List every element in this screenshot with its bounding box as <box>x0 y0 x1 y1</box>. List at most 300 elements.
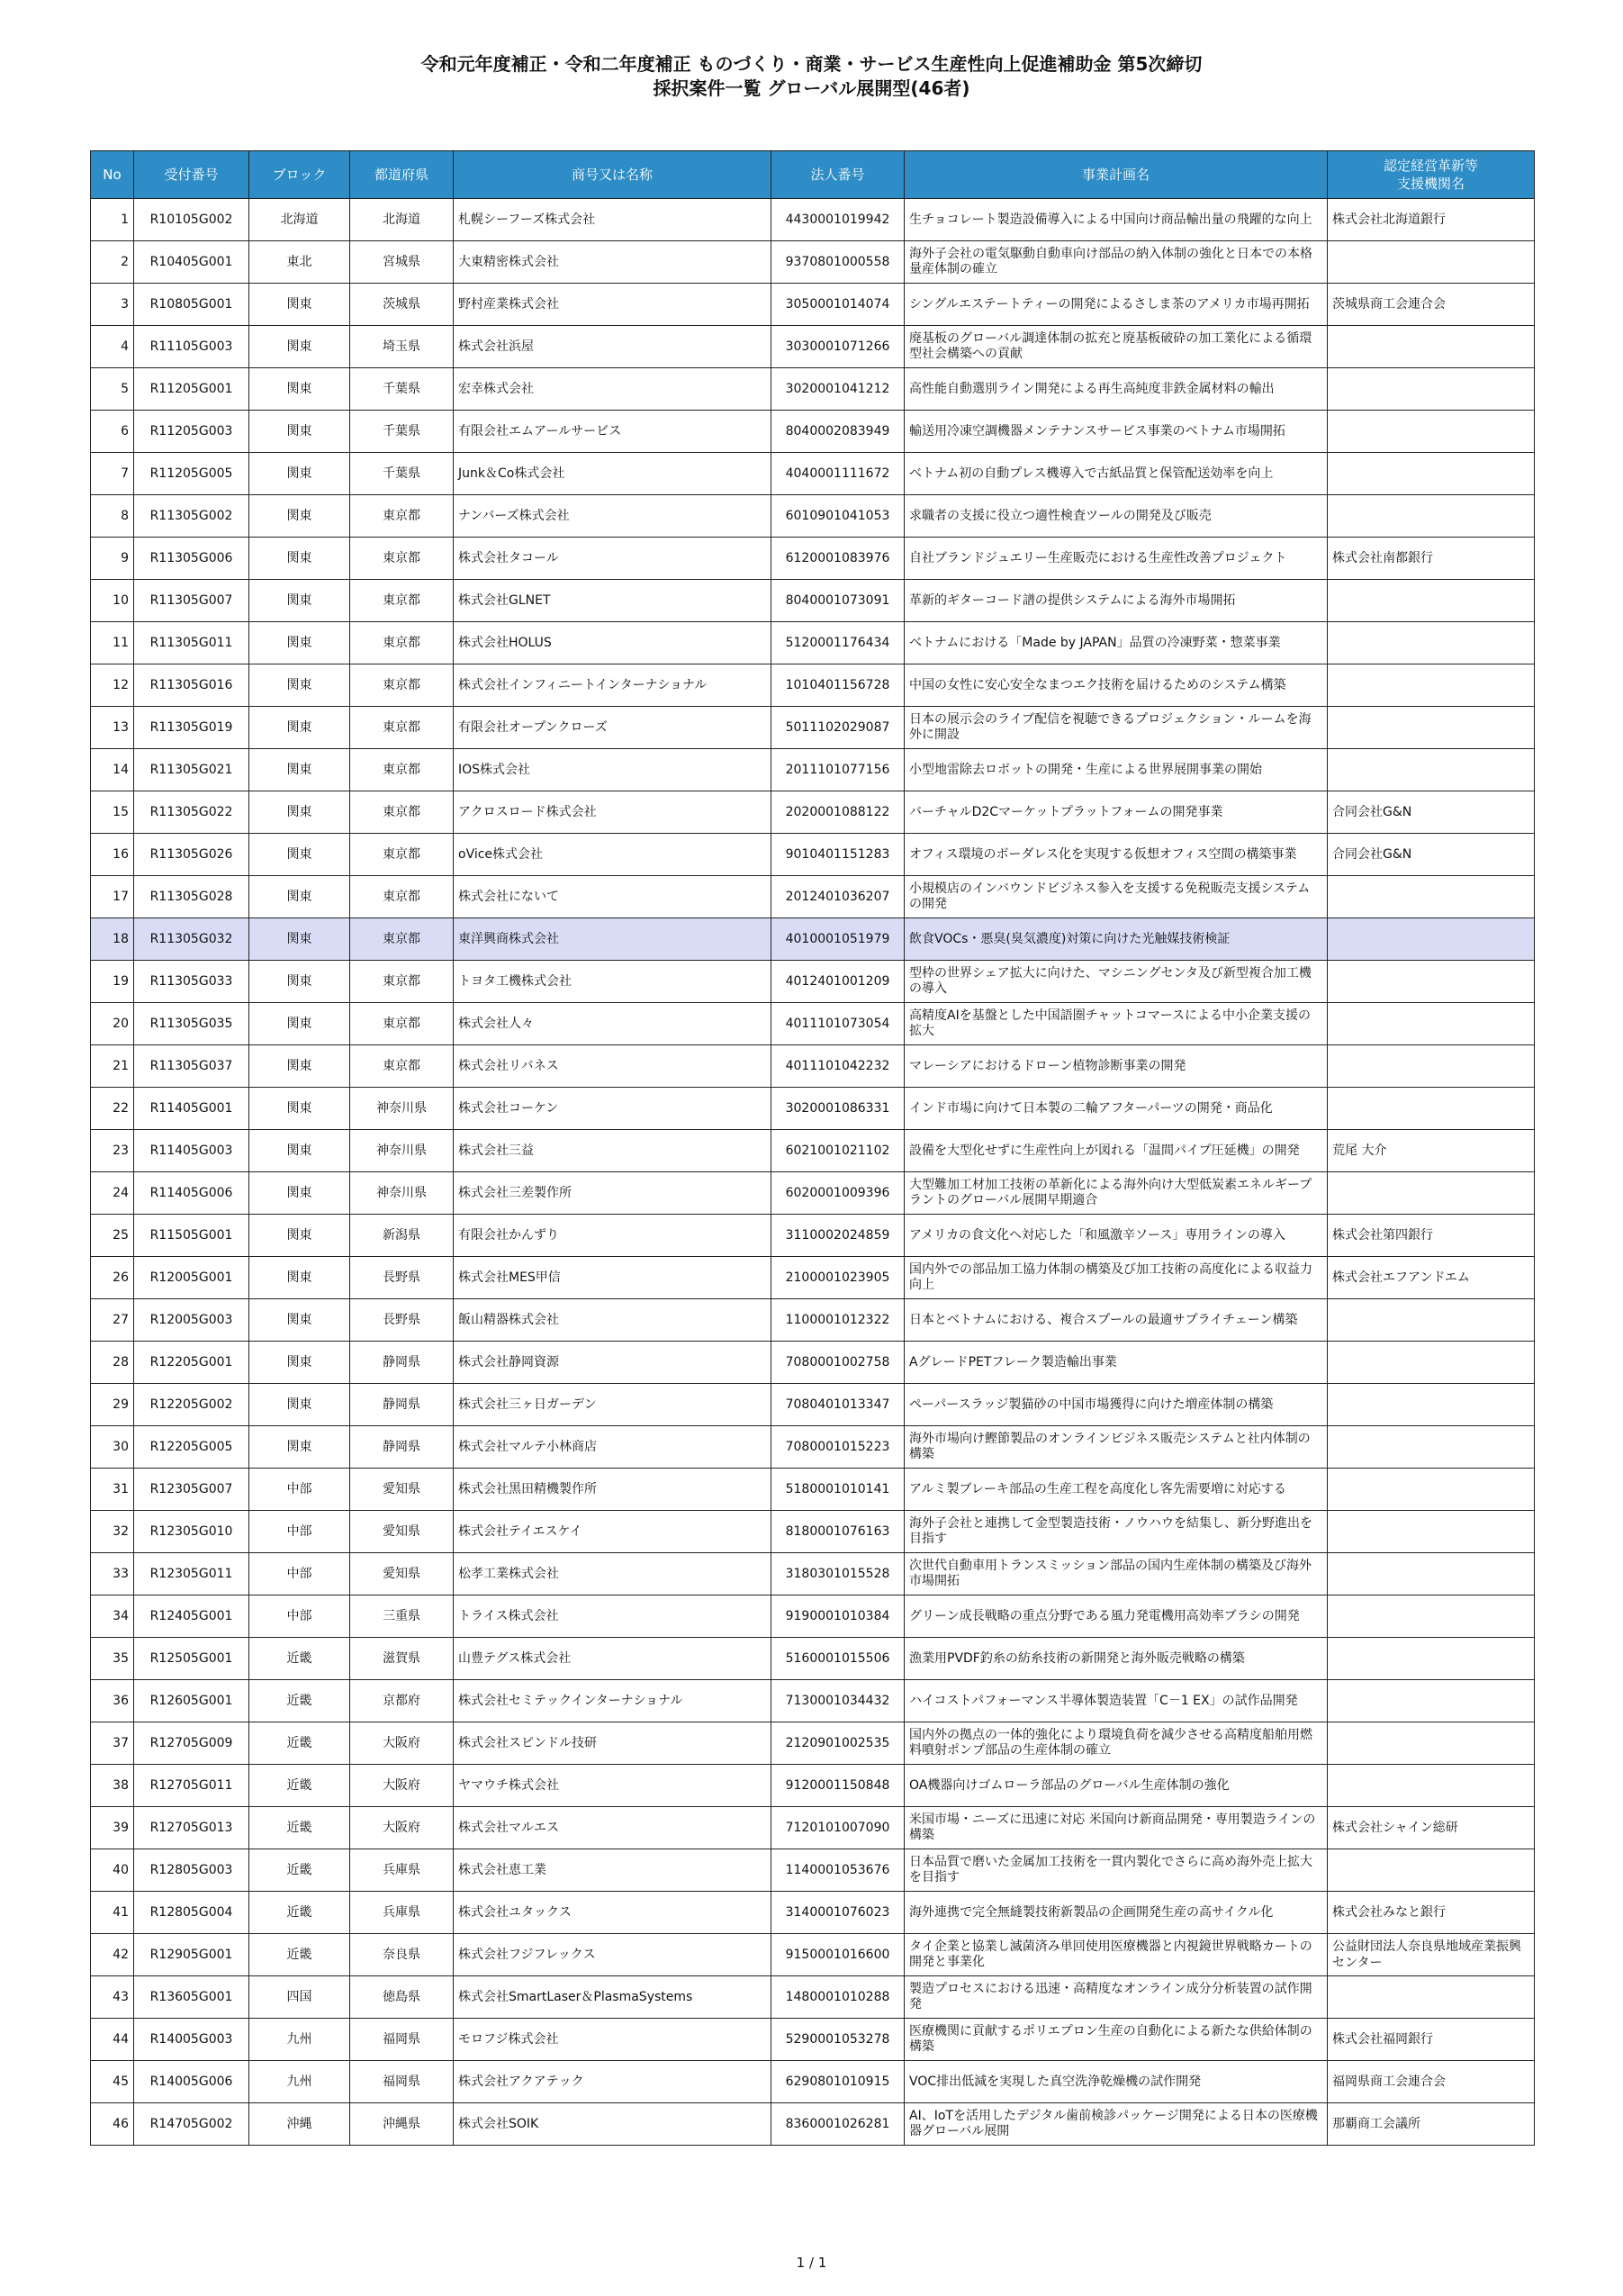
cell-support-organization: 合同会社G&N <box>1328 791 1535 834</box>
cell-receipt-number: R11305G007 <box>134 580 249 622</box>
table-row <box>91 580 1535 622</box>
cell-corporate-number: 1100001012322 <box>771 1299 905 1342</box>
table-row <box>91 1172 1535 1215</box>
cell-corporate-number: 3020001041212 <box>771 368 905 411</box>
cell-no: 31 <box>91 1469 134 1511</box>
cell-receipt-number: R12305G011 <box>134 1553 249 1595</box>
table-row <box>91 1299 1535 1342</box>
cell-corporate-number: 6120001083976 <box>771 538 905 580</box>
cell-receipt-number: R12405G001 <box>134 1595 249 1638</box>
cell-corporate-number: 4012401001209 <box>771 961 905 1003</box>
cell-block: 関東 <box>249 834 350 876</box>
cell-company-name: 宏幸株式会社 <box>454 368 771 411</box>
cell-corporate-number: 7120101007090 <box>771 1807 905 1849</box>
table-row <box>91 1215 1535 1257</box>
table-row <box>91 1130 1535 1172</box>
cell-support-organization <box>1328 876 1535 918</box>
cell-business-plan: シングルエステートティーの開発によるさしま茶のアメリカ市場再開拓 <box>905 284 1328 326</box>
cell-company-name: 株式会社タコール <box>454 538 771 580</box>
cell-corporate-number: 5290001053278 <box>771 2019 905 2061</box>
cell-prefecture: 愛知県 <box>350 1511 454 1553</box>
cell-prefecture: 神奈川県 <box>350 1088 454 1130</box>
cell-business-plan: 次世代自動車用トランスミッション部品の国内生産体制の構築及び海外市場開拓 <box>905 1553 1328 1595</box>
cell-company-name: 株式会社スピンドル技研 <box>454 1722 771 1765</box>
cell-corporate-number: 8040002083949 <box>771 411 905 453</box>
cell-support-organization <box>1328 1765 1535 1807</box>
cell-receipt-number: R12905G001 <box>134 1934 249 1976</box>
cell-receipt-number: R11205G005 <box>134 453 249 495</box>
cell-support-organization <box>1328 326 1535 368</box>
cell-business-plan: 小規模店のインバウンドビジネス参入を支援する免税販売支援システムの開発 <box>905 876 1328 918</box>
cell-receipt-number: R12305G010 <box>134 1511 249 1553</box>
cell-no: 3 <box>91 284 134 326</box>
table-row <box>91 1976 1535 2019</box>
cell-no: 25 <box>91 1215 134 1257</box>
table-row <box>91 1680 1535 1722</box>
cell-business-plan: 求職者の支援に役立つ適性検査ツールの開発及び販売 <box>905 495 1328 538</box>
cell-support-organization <box>1328 1849 1535 1892</box>
cell-company-name: 株式会社テイエスケイ <box>454 1511 771 1553</box>
cell-business-plan: 海外子会社の電気駆動自動車向け部品の納入体制の強化と日本での本格量産体制の確立 <box>905 241 1328 284</box>
cell-support-organization <box>1328 241 1535 284</box>
cell-company-name: アクロスロード株式会社 <box>454 791 771 834</box>
table-row <box>91 1342 1535 1384</box>
cell-block: 関東 <box>249 1257 350 1299</box>
cell-block: 近畿 <box>249 1849 350 1892</box>
cell-prefecture: 神奈川県 <box>350 1172 454 1215</box>
header-no: No <box>91 151 134 199</box>
cell-no: 2 <box>91 241 134 284</box>
cell-business-plan: インド市場に向けて日本製の二輪アフターパーツの開発・商品化 <box>905 1088 1328 1130</box>
cell-company-name: 株式会社HOLUS <box>454 622 771 664</box>
cell-business-plan: タイ企業と協業し滅菌済み単回使用医療機器と内視鏡世界戦略カートの開発と事業化 <box>905 1934 1328 1976</box>
cell-company-name: 有限会社オープンクローズ <box>454 707 771 749</box>
cell-prefecture: 東京都 <box>350 791 454 834</box>
cell-block: 関東 <box>249 1003 350 1045</box>
cell-corporate-number: 8180001076163 <box>771 1511 905 1553</box>
cell-support-organization: 株式会社南都銀行 <box>1328 538 1535 580</box>
table-row <box>91 411 1535 453</box>
cell-block: 関東 <box>249 961 350 1003</box>
cell-business-plan: アルミ製ブレーキ部品の生産工程を高度化し客先需要増に対応する <box>905 1469 1328 1511</box>
cell-corporate-number: 2012401036207 <box>771 876 905 918</box>
cell-block: 関東 <box>249 1172 350 1215</box>
cell-no: 44 <box>91 2019 134 2061</box>
cell-block: 東北 <box>249 241 350 284</box>
cell-receipt-number: R11305G028 <box>134 876 249 918</box>
cell-prefecture: 千葉県 <box>350 368 454 411</box>
cell-prefecture: 三重県 <box>350 1595 454 1638</box>
cell-no: 28 <box>91 1342 134 1384</box>
header-corporate-number: 法人番号 <box>771 151 905 199</box>
cell-corporate-number: 4010001051979 <box>771 918 905 961</box>
cell-corporate-number: 9120001150848 <box>771 1765 905 1807</box>
cell-company-name: モロフジ株式会社 <box>454 2019 771 2061</box>
cell-business-plan: 日本の展示会のライブ配信を視聴できるプロジェクション・ルームを海外に開設 <box>905 707 1328 749</box>
cell-business-plan: 高性能自動選別ライン開発による再生高純度非鉄金属材料の輸出 <box>905 368 1328 411</box>
cell-block: 沖縄 <box>249 2103 350 2146</box>
table-row <box>91 1934 1535 1976</box>
cell-support-organization <box>1328 1172 1535 1215</box>
cell-corporate-number: 3110002024859 <box>771 1215 905 1257</box>
cell-business-plan: ベトナムにおける「Made by JAPAN」品質の冷凍野菜・惣菜事業 <box>905 622 1328 664</box>
cell-company-name: ヤマウチ株式会社 <box>454 1765 771 1807</box>
cell-receipt-number: R10405G001 <box>134 241 249 284</box>
cell-no: 26 <box>91 1257 134 1299</box>
cell-prefecture: 千葉県 <box>350 411 454 453</box>
cell-no: 9 <box>91 538 134 580</box>
table-row <box>91 1511 1535 1553</box>
table-body <box>91 199 1535 2146</box>
cell-receipt-number: R11305G026 <box>134 834 249 876</box>
cell-support-organization: 福岡県商工会連合会 <box>1328 2061 1535 2103</box>
cell-no: 4 <box>91 326 134 368</box>
cell-prefecture: 静岡県 <box>350 1426 454 1469</box>
cell-support-organization: 株式会社第四銀行 <box>1328 1215 1535 1257</box>
table-row <box>91 241 1535 284</box>
cell-prefecture: 兵庫県 <box>350 1849 454 1892</box>
cell-corporate-number: 6020001009396 <box>771 1172 905 1215</box>
cell-corporate-number: 3180301015528 <box>771 1553 905 1595</box>
cell-corporate-number: 1010401156728 <box>771 664 905 707</box>
table-row <box>91 2061 1535 2103</box>
cell-prefecture: 東京都 <box>350 961 454 1003</box>
cell-block: 関東 <box>249 326 350 368</box>
cell-business-plan: 革新的ギターコード譜の提供システムによる海外市場開拓 <box>905 580 1328 622</box>
cell-support-organization <box>1328 1595 1535 1638</box>
cell-prefecture: 東京都 <box>350 622 454 664</box>
header-support-line2: 支援機関名 <box>1396 176 1465 192</box>
cell-company-name: 株式会社恵工業 <box>454 1849 771 1892</box>
cell-block: 北海道 <box>249 199 350 241</box>
cell-business-plan: 米国市場・ニーズに迅速に対応 米国向け新商品開発・専用製造ラインの構築 <box>905 1807 1328 1849</box>
cell-business-plan: アメリカの食文化へ対応した「和風激辛ソース」専用ラインの導入 <box>905 1215 1328 1257</box>
cell-company-name: 株式会社アクアテック <box>454 2061 771 2103</box>
table-row <box>91 749 1535 791</box>
cell-support-organization <box>1328 1426 1535 1469</box>
cell-block: 近畿 <box>249 1892 350 1934</box>
cell-prefecture: 東京都 <box>350 1003 454 1045</box>
cell-prefecture: 神奈川県 <box>350 1130 454 1172</box>
cell-support-organization: 那覇商工会議所 <box>1328 2103 1535 2146</box>
cell-corporate-number: 9190001010384 <box>771 1595 905 1638</box>
cell-corporate-number: 3140001076023 <box>771 1892 905 1934</box>
cell-prefecture: 北海道 <box>350 199 454 241</box>
cell-block: 近畿 <box>249 1722 350 1765</box>
cell-corporate-number: 9370801000558 <box>771 241 905 284</box>
cell-corporate-number: 2020001088122 <box>771 791 905 834</box>
cell-support-organization: 株式会社みなと銀行 <box>1328 1892 1535 1934</box>
table-row <box>91 1892 1535 1934</box>
cell-business-plan: 海外市場向け鰹節製品のオンラインビジネス販売システムと社内体制の構築 <box>905 1426 1328 1469</box>
cell-business-plan: 海外連携で完全無縫製技術新製品の企画開発生産の高サイクル化 <box>905 1892 1328 1934</box>
cell-business-plan: 海外子会社と連携して金型製造技術・ノウハウを結集し、新分野進出を目指す <box>905 1511 1328 1553</box>
cell-business-plan: バーチャルD2Cマーケットプラットフォームの開発事業 <box>905 791 1328 834</box>
table-row <box>91 918 1535 961</box>
cell-receipt-number: R10805G001 <box>134 284 249 326</box>
cell-no: 38 <box>91 1765 134 1807</box>
cell-receipt-number: R12705G013 <box>134 1807 249 1849</box>
cell-prefecture: 東京都 <box>350 876 454 918</box>
cell-corporate-number: 3030001071266 <box>771 326 905 368</box>
header-prefecture: 都道府県 <box>350 151 454 199</box>
cell-receipt-number: R11305G019 <box>134 707 249 749</box>
cell-prefecture: 大阪府 <box>350 1722 454 1765</box>
cell-company-name: 株式会社静岡資源 <box>454 1342 771 1384</box>
cell-receipt-number: R11505G001 <box>134 1215 249 1257</box>
cell-support-organization <box>1328 411 1535 453</box>
cell-corporate-number: 4011101073054 <box>771 1003 905 1045</box>
cell-receipt-number: R11405G006 <box>134 1172 249 1215</box>
table-row <box>91 622 1535 664</box>
cell-block: 関東 <box>249 368 350 411</box>
cell-prefecture: 東京都 <box>350 707 454 749</box>
cell-no: 11 <box>91 622 134 664</box>
cell-support-organization: 株式会社エフアンドエム <box>1328 1257 1535 1299</box>
cell-no: 45 <box>91 2061 134 2103</box>
cell-receipt-number: R12705G009 <box>134 1722 249 1765</box>
cell-company-name: 株式会社マルテ小林商店 <box>454 1426 771 1469</box>
cell-receipt-number: R11305G016 <box>134 664 249 707</box>
cell-company-name: oVice株式会社 <box>454 834 771 876</box>
cell-company-name: 株式会社三ヶ日ガーデン <box>454 1384 771 1426</box>
table-row <box>91 876 1535 918</box>
cell-prefecture: 東京都 <box>350 749 454 791</box>
cell-corporate-number: 6290801010915 <box>771 2061 905 2103</box>
table-row <box>91 1807 1535 1849</box>
cell-no: 29 <box>91 1384 134 1426</box>
cell-block: 関東 <box>249 1384 350 1426</box>
cell-corporate-number: 9010401151283 <box>771 834 905 876</box>
cell-corporate-number: 5180001010141 <box>771 1469 905 1511</box>
cell-block: 関東 <box>249 664 350 707</box>
cell-company-name: 株式会社コーケン <box>454 1088 771 1130</box>
cell-company-name: トライス株式会社 <box>454 1595 771 1638</box>
cell-receipt-number: R11305G011 <box>134 622 249 664</box>
cell-corporate-number: 9150001016600 <box>771 1934 905 1976</box>
cell-support-organization <box>1328 664 1535 707</box>
cell-block: 関東 <box>249 580 350 622</box>
cell-no: 15 <box>91 791 134 834</box>
cell-receipt-number: R11305G006 <box>134 538 249 580</box>
cell-corporate-number: 2120901002535 <box>771 1722 905 1765</box>
cell-corporate-number: 4430001019942 <box>771 199 905 241</box>
cell-no: 24 <box>91 1172 134 1215</box>
cell-receipt-number: R11305G037 <box>134 1045 249 1088</box>
cell-business-plan: 国内外での部品加工協力体制の構築及び加工技術の高度化による収益力向上 <box>905 1257 1328 1299</box>
cell-prefecture: 長野県 <box>350 1257 454 1299</box>
cell-block: 関東 <box>249 1130 350 1172</box>
cell-prefecture: 愛知県 <box>350 1469 454 1511</box>
cell-no: 27 <box>91 1299 134 1342</box>
cell-corporate-number: 8040001073091 <box>771 580 905 622</box>
table-row <box>91 453 1535 495</box>
cell-receipt-number: R12705G011 <box>134 1765 249 1807</box>
cell-corporate-number: 3050001014074 <box>771 284 905 326</box>
cell-corporate-number: 7080401013347 <box>771 1384 905 1426</box>
document-title-line2: 採択案件一覧 グローバル展開型(46者) <box>653 77 970 99</box>
cell-prefecture: 徳島県 <box>350 1976 454 2019</box>
cell-company-name: 株式会社リバネス <box>454 1045 771 1088</box>
cell-corporate-number: 8360001026281 <box>771 2103 905 2146</box>
cell-block: 四国 <box>249 1976 350 2019</box>
cell-block: 関東 <box>249 411 350 453</box>
cell-prefecture: 兵庫県 <box>350 1892 454 1934</box>
cell-prefecture: 大阪府 <box>350 1765 454 1807</box>
cell-receipt-number: R14005G006 <box>134 2061 249 2103</box>
cell-block: 関東 <box>249 791 350 834</box>
cell-corporate-number: 3020001086331 <box>771 1088 905 1130</box>
cell-prefecture: 東京都 <box>350 834 454 876</box>
cell-prefecture: 東京都 <box>350 495 454 538</box>
cell-support-organization <box>1328 1638 1535 1680</box>
cell-support-organization <box>1328 1384 1535 1426</box>
cell-support-organization <box>1328 368 1535 411</box>
cell-prefecture: 東京都 <box>350 1045 454 1088</box>
cell-company-name: トヨタ工機株式会社 <box>454 961 771 1003</box>
cell-support-organization <box>1328 1511 1535 1553</box>
cell-receipt-number: R12205G002 <box>134 1384 249 1426</box>
cell-support-organization <box>1328 622 1535 664</box>
cell-no: 39 <box>91 1807 134 1849</box>
cell-receipt-number: R12205G005 <box>134 1426 249 1469</box>
cell-company-name: 株式会社SOIK <box>454 2103 771 2146</box>
cell-receipt-number: R10105G002 <box>134 199 249 241</box>
cell-corporate-number: 5011102029087 <box>771 707 905 749</box>
cell-company-name: 野村産業株式会社 <box>454 284 771 326</box>
cell-corporate-number: 4011101042232 <box>771 1045 905 1088</box>
cell-no: 14 <box>91 749 134 791</box>
cell-support-organization <box>1328 749 1535 791</box>
cell-no: 42 <box>91 1934 134 1976</box>
cell-support-organization <box>1328 453 1535 495</box>
cell-block: 関東 <box>249 1342 350 1384</box>
cell-corporate-number: 7080001015223 <box>771 1426 905 1469</box>
cell-receipt-number: R12605G001 <box>134 1680 249 1722</box>
cell-prefecture: 愛知県 <box>350 1553 454 1595</box>
cell-receipt-number: R11305G032 <box>134 918 249 961</box>
cell-no: 43 <box>91 1976 134 2019</box>
cell-block: 関東 <box>249 1215 350 1257</box>
cell-corporate-number: 7080001002758 <box>771 1342 905 1384</box>
cell-prefecture: 東京都 <box>350 664 454 707</box>
cell-prefecture: 茨城県 <box>350 284 454 326</box>
cell-prefecture: 東京都 <box>350 538 454 580</box>
cell-prefecture: 埼玉県 <box>350 326 454 368</box>
cell-business-plan: ハイコストパフォーマンス半導体製造装置「C－1 EX」の試作品開発 <box>905 1680 1328 1722</box>
cell-support-organization <box>1328 580 1535 622</box>
cell-no: 1 <box>91 199 134 241</box>
cell-receipt-number: R12205G001 <box>134 1342 249 1384</box>
table-row <box>91 1765 1535 1807</box>
cell-block: 関東 <box>249 1088 350 1130</box>
cell-receipt-number: R11405G003 <box>134 1130 249 1172</box>
cell-corporate-number: 4040001111672 <box>771 453 905 495</box>
cell-business-plan: 廃基板のグローバル調達体制の拡充と廃基板破砕の加工業化による循環型社会構築への貢献 <box>905 326 1328 368</box>
cell-company-name: 株式会社マルエス <box>454 1807 771 1849</box>
cell-company-name: 株式会社黒田精機製作所 <box>454 1469 771 1511</box>
cell-block: 関東 <box>249 707 350 749</box>
cell-no: 41 <box>91 1892 134 1934</box>
cell-business-plan: 生チョコレート製造設備導入による中国向け商品輸出量の飛躍的な向上 <box>905 199 1328 241</box>
cell-business-plan: 中国の女性に安心安全なまつエク技術を届けるためのシステム構築 <box>905 664 1328 707</box>
table-row <box>91 284 1535 326</box>
cell-company-name: 東洋興商株式会社 <box>454 918 771 961</box>
table-row <box>91 1553 1535 1595</box>
cell-receipt-number: R12805G004 <box>134 1892 249 1934</box>
cell-company-name: IOS株式会社 <box>454 749 771 791</box>
cell-block: 近畿 <box>249 1934 350 1976</box>
table-row <box>91 961 1535 1003</box>
cell-support-organization: 株式会社シャイン総研 <box>1328 1807 1535 1849</box>
cell-block: 関東 <box>249 1426 350 1469</box>
cell-business-plan: 自社ブランドジュエリー生産販売における生産性改善プロジェクト <box>905 538 1328 580</box>
table-row <box>91 2019 1535 2061</box>
cell-company-name: 株式会社三差製作所 <box>454 1172 771 1215</box>
cell-support-organization: 合同会社G&N <box>1328 834 1535 876</box>
table-row <box>91 1045 1535 1088</box>
cell-no: 13 <box>91 707 134 749</box>
cell-business-plan: 医療機関に貢献するポリエプロン生産の自動化による新たな供給体制の構築 <box>905 2019 1328 2061</box>
cell-no: 10 <box>91 580 134 622</box>
cell-support-organization <box>1328 1003 1535 1045</box>
cell-company-name: 株式会社MES甲信 <box>454 1257 771 1299</box>
cell-support-organization: 株式会社福岡銀行 <box>1328 2019 1535 2061</box>
cell-receipt-number: R11205G001 <box>134 368 249 411</box>
cell-block: 九州 <box>249 2061 350 2103</box>
cell-no: 20 <box>91 1003 134 1045</box>
cell-company-name: 株式会社インフィニートインターナショナル <box>454 664 771 707</box>
cell-prefecture: 奈良県 <box>350 1934 454 1976</box>
cell-business-plan: 輸送用冷凍空調機器メンテナンスサービス事業のベトナム市場開拓 <box>905 411 1328 453</box>
cell-block: 関東 <box>249 1299 350 1342</box>
cell-receipt-number: R11305G035 <box>134 1003 249 1045</box>
cell-business-plan: オフィス環境のボーダレス化を実現する仮想オフィス空間の構築事業 <box>905 834 1328 876</box>
cell-support-organization <box>1328 1976 1535 2019</box>
cell-business-plan: VOC排出低減を実現した真空洗浄乾燥機の試作開発 <box>905 2061 1328 2103</box>
cell-support-organization <box>1328 1088 1535 1130</box>
cell-receipt-number: R11305G033 <box>134 961 249 1003</box>
cell-block: 九州 <box>249 2019 350 2061</box>
table-row <box>91 1426 1535 1469</box>
header-support-line1: 認定経営革新等 <box>1383 158 1478 174</box>
cell-block: 関東 <box>249 749 350 791</box>
cell-receipt-number: R14705G002 <box>134 2103 249 2146</box>
cell-support-organization <box>1328 1680 1535 1722</box>
cell-no: 19 <box>91 961 134 1003</box>
cell-receipt-number: R12005G003 <box>134 1299 249 1342</box>
cell-business-plan: 型枠の世界シェア拡大に向けた、マシニングセンタ及び新型複合加工機の導入 <box>905 961 1328 1003</box>
cell-support-organization: 茨城県商工会連合会 <box>1328 284 1535 326</box>
cell-block: 中部 <box>249 1553 350 1595</box>
cell-support-organization: 荒尾 大介 <box>1328 1130 1535 1172</box>
cell-block: 関東 <box>249 284 350 326</box>
cell-support-organization <box>1328 1299 1535 1342</box>
cell-corporate-number: 2100001023905 <box>771 1257 905 1299</box>
table-row <box>91 1722 1535 1765</box>
cell-business-plan: 国内外の拠点の一体的強化により環境負荷を減少させる高精度船舶用燃料噴射ポンプ部品の生産体制の確立 <box>905 1722 1328 1765</box>
cell-block: 中部 <box>249 1511 350 1553</box>
cell-receipt-number: R11305G022 <box>134 791 249 834</box>
cell-company-name: 株式会社SmartLaser＆PlasmaSystems <box>454 1976 771 2019</box>
table-row <box>91 368 1535 411</box>
cell-business-plan: 漁業用PVDF釣糸の紡糸技術の新開発と海外販売戦略の構築 <box>905 1638 1328 1680</box>
cell-receipt-number: R11105G003 <box>134 326 249 368</box>
cell-business-plan: ペーパースラッジ製猫砂の中国市場獲得に向けた増産体制の構築 <box>905 1384 1328 1426</box>
cell-corporate-number: 5120001176434 <box>771 622 905 664</box>
cell-no: 35 <box>91 1638 134 1680</box>
header-support-organization <box>1328 151 1535 199</box>
